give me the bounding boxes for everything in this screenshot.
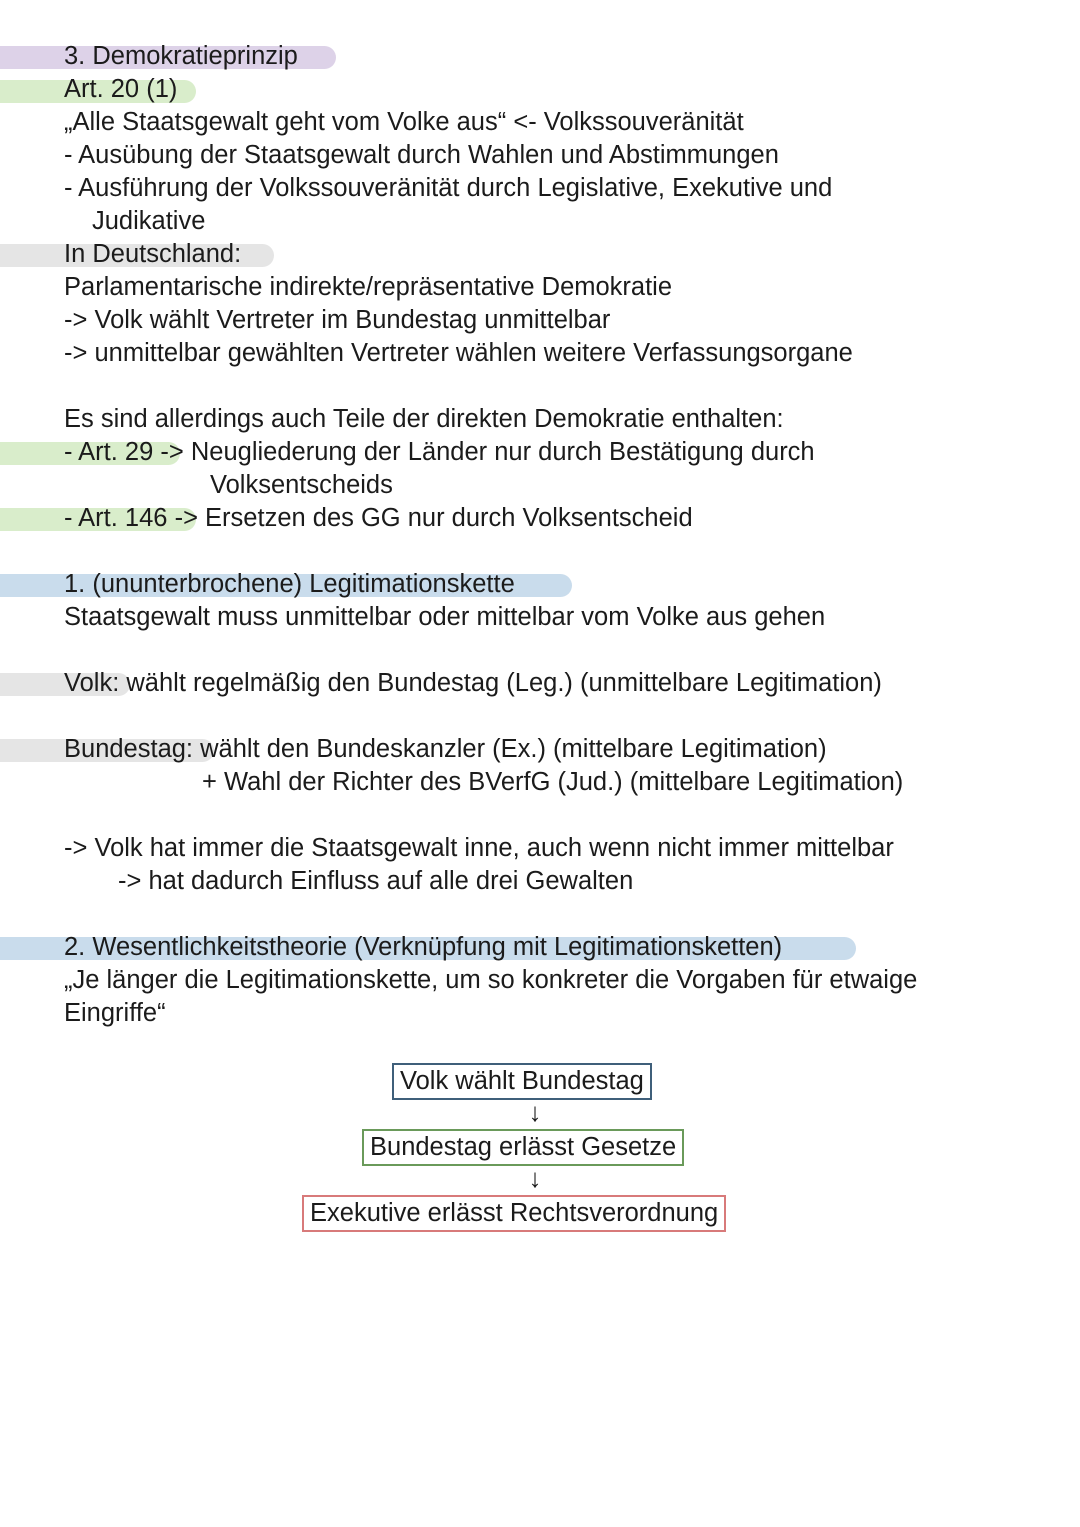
line-text: wählt den Bundeskanzler (Ex.) (mittelbare Legitimation) <box>200 735 827 763</box>
article-label: - Art. 146 <box>64 504 168 532</box>
bullet-line: - Ausübung der Staatsgewalt durch Wahlen und Abstimmungen <box>64 141 779 169</box>
text-line: -> Volk hat immer die Staatsgewalt inne, auch wenn nicht immer mittelbar <box>64 834 894 862</box>
section-heading: 2. Wesentlichkeitstheorie (Verknüpfung mit Legitimationsketten) <box>64 933 783 961</box>
article-line <box>64 436 815 469</box>
flow-box-exekutive: Exekutive erlässt Rechtsverordnung <box>302 1195 726 1232</box>
article-text: -> Ersetzen des GG nur durch Volksentscheid <box>174 504 693 532</box>
labeled-line <box>64 733 827 766</box>
text-continuation: Volksentscheids <box>210 471 393 499</box>
text-line: -> hat dadurch Einfluss auf alle drei Gewalten <box>118 867 634 895</box>
text-line: -> Volk wählt Vertreter im Bundestag unmittelbar <box>64 306 611 334</box>
line-label: Volk: <box>64 669 120 697</box>
article-text: -> Neugliederung der Länder nur durch Bestätigung durch <box>160 438 815 466</box>
text-line: -> unmittelbar gewählten Vertreter wählen weitere Verfassungsorgane <box>64 339 853 367</box>
section-heading: 3. Demokratieprinzip <box>64 42 298 70</box>
quote-line: „Je länger die Legitimationskette, um so konkreter die Vorgaben für etwaige <box>64 966 918 994</box>
text-line: Es sind allerdings auch Teile der direkten Demokratie enthalten: <box>64 405 784 433</box>
down-arrow-icon: ↓ <box>528 1163 542 1193</box>
bullet-continuation: Judikative <box>92 207 206 235</box>
subheading: In Deutschland: <box>64 240 242 268</box>
text-line: Parlamentarische indirekte/repräsentative Demokratie <box>64 273 673 301</box>
quote-line: „Alle Staatsgewalt geht vom Volke aus“ <- Volkssouveränität <box>64 108 744 136</box>
flow-box-bundestag: Bundestag erlässt Gesetze <box>362 1129 684 1166</box>
text-line: Staatsgewalt muss unmittelbar oder mittelbar vom Volke aus gehen <box>64 603 826 631</box>
section-heading: 1. (ununterbrochene) Legitimationskette <box>64 570 515 598</box>
line-label: Bundestag: <box>64 735 194 763</box>
text-continuation: + Wahl der Richter des BVerfG (Jud.) (mittelbare Legitimation) <box>202 768 904 796</box>
article-label: - Art. 29 <box>64 438 154 466</box>
labeled-line <box>64 667 882 700</box>
quote-line: Eingriffe“ <box>64 999 166 1027</box>
article-line <box>64 502 693 535</box>
article-reference: Art. 20 (1) <box>64 75 178 103</box>
down-arrow-icon: ↓ <box>528 1097 542 1127</box>
line-text: wählt regelmäßig den Bundestag (Leg.) (unmittelbare Legitimation) <box>126 669 882 697</box>
flow-box-volk: Volk wählt Bundestag <box>392 1063 652 1100</box>
bullet-line: - Ausführung der Volkssouveränität durch Legislative, Exekutive und <box>64 174 833 202</box>
